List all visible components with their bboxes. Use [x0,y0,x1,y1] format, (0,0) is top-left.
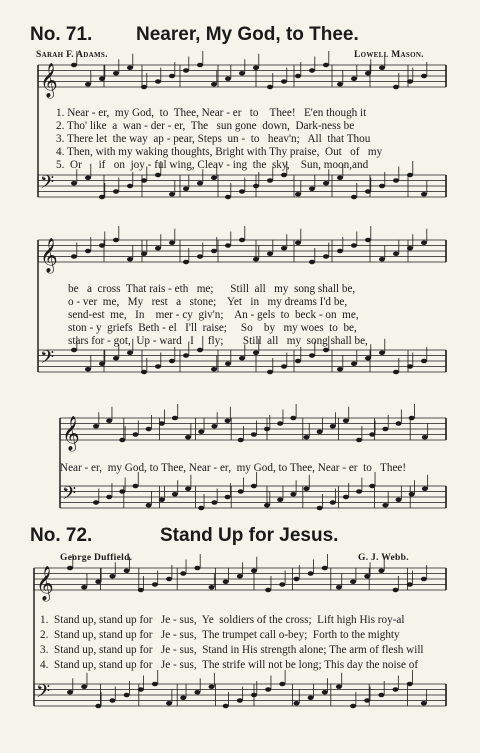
note-head [93,424,99,429]
note-head [407,173,413,178]
note-head [223,704,229,709]
note-head [113,71,119,76]
note-head [197,254,203,259]
note-head [152,582,158,587]
note-head [337,175,343,180]
note-head [277,497,283,502]
note-head [343,418,349,423]
note-head [337,367,343,372]
hymn-number: No. 72. [30,525,93,546]
note-head [356,489,362,494]
note-head [421,359,427,364]
treble-clef-icon: 𝄞 [40,238,58,273]
note-head [124,568,130,573]
note-head [378,693,384,698]
note-head [132,432,138,437]
note-head [251,484,257,489]
note-head [309,186,315,191]
note-head [209,684,215,689]
verse-line: 2. Tho' like a wan - der - er, The sun gone down, Dark-ness be [56,120,355,132]
note-head [351,361,357,366]
note-head [409,416,415,421]
note-head [393,85,399,90]
note-head [225,418,231,423]
verse-line: o - ver me, My rest a stone; Yet in my dreams I'd be, [68,296,348,308]
note-head [369,484,375,489]
note-head [155,364,161,369]
note-head [127,257,133,262]
author-credit: George Duffield. [60,553,133,563]
verse-line: 2. Stand up, stand up for Je - sus, The trumpet call o-bey; Forth to the mighty [40,629,400,641]
note-head [279,582,285,587]
note-head [251,568,257,573]
note-head [183,68,189,73]
note-head [223,579,229,584]
bass-clef-icon: 𝄢 [40,172,55,198]
verse-line: stars for - got, Up - ward I fly; Still all my song shall be, [68,335,368,347]
note-head [309,68,315,73]
note-head [113,356,119,361]
note-head [185,435,191,440]
note-head [393,251,399,256]
note-head [71,181,77,186]
note-head [396,421,402,426]
note-head [141,370,147,375]
note-head [393,178,399,183]
verse-line: ston - y griefs Beth - el I'll raise; So by my woes to be, [68,322,357,334]
note-head [119,489,125,494]
note-head [396,497,402,502]
note-head [106,495,112,500]
note-head [267,178,273,183]
verse-line: 5. Or if on joy - ful wing, Cleav - ing the sky, Sun, moon,and [56,159,369,171]
verse-line: 4. Stand up, stand up for Je - sus, The strife will not be long; This day the noise of [40,659,419,671]
note-head [351,76,357,81]
note-head [197,181,203,186]
note-head [209,585,215,590]
note-head [407,246,413,251]
note-head [295,359,301,364]
note-head [317,506,323,511]
note-head [225,361,231,366]
note-head [343,495,349,500]
note-head [365,356,371,361]
note-head [85,249,91,254]
composer-credit: G. J. Webb. [358,553,409,563]
note-head [293,577,299,582]
note-head [85,82,91,87]
note-head [172,416,178,421]
note-head [322,566,328,571]
note-head [309,260,315,265]
note-head [67,566,73,571]
note-head [308,695,314,700]
note-head [239,71,245,76]
note-head [152,682,158,687]
note-head [265,687,271,692]
note-head [183,186,189,191]
note-head [279,682,285,687]
note-head [225,76,231,81]
note-head [238,438,244,443]
note-head [393,588,399,593]
note-head [421,240,427,245]
note-head [99,195,105,200]
note-head [337,82,343,87]
note-head [253,257,259,262]
note-head [308,571,314,576]
note-head [251,432,257,437]
note-head [185,486,191,491]
note-head [166,701,172,706]
note-head [364,574,370,579]
note-head [422,486,428,491]
note-head [379,350,385,355]
note-head [127,65,133,70]
note-head [141,178,147,183]
note-head [421,577,427,582]
note-head [281,173,287,178]
note-head [172,492,178,497]
verse-line: 4. Then, with my waking thoughts, Bright with Thy praise, Out of my [56,146,383,158]
note-head [336,684,342,689]
note-head [109,574,115,579]
note-head [159,421,165,426]
note-head [85,367,91,372]
note-head [379,65,385,70]
note-head [267,85,273,90]
note-head [330,500,336,505]
note-head [99,243,105,248]
note-head [155,79,161,84]
note-head [85,175,91,180]
note-head [336,585,342,590]
note-head [198,506,204,511]
note-head [211,424,217,429]
note-head [293,701,299,706]
note-head [323,63,329,68]
note-head [337,249,343,254]
note-head [146,427,152,432]
note-head [323,181,329,186]
note-head [197,63,203,68]
note-head [183,353,189,358]
note-head [155,173,161,178]
note-head [267,251,273,256]
note-head [264,427,270,432]
note-head [109,698,115,703]
note-head [211,82,217,87]
note-head [113,238,119,243]
note-head [211,249,217,254]
note-head [71,63,77,68]
note-head [364,698,370,703]
note-head [124,693,130,698]
note-head [253,65,259,70]
note-head [409,492,415,497]
note-head [81,684,87,689]
note-head [407,582,413,587]
note-head [350,704,356,709]
verse-line: be a cross That rais - eth me; Still all my song shall be, [68,283,356,295]
note-head [281,246,287,251]
note-head [295,74,301,79]
note-head [237,698,243,703]
note-head [251,693,257,698]
note-head [99,361,105,366]
note-head [166,577,172,582]
note-head [356,438,362,443]
note-head [369,432,375,437]
author-credit: Sarah F. Adams. [36,50,108,60]
note-head [422,435,428,440]
hymn-number: No. 71. [30,24,93,45]
note-head [93,500,99,505]
note-head [198,429,204,434]
note-head [132,484,138,489]
note-head [264,503,270,508]
note-head [146,503,152,508]
note-head [169,359,175,364]
treble-clef-icon: 𝄞 [36,566,54,601]
note-head [309,353,315,358]
note-head [197,348,203,353]
note-head [211,500,217,505]
note-head [81,585,87,590]
note-head [138,687,144,692]
refrain-line: Near - er, my God, to Thee, Near - er, my God, to Thee, Near - er to Thee! [60,462,407,474]
note-head [365,238,371,243]
note-head [303,435,309,440]
note-head [265,588,271,593]
note-head [350,579,356,584]
note-head [290,492,296,497]
note-head [421,74,427,79]
note-head [277,421,283,426]
verse-line: 3. Stand up, stand up for Je - sus, Stand in His strength alone; The arm of flesh will [40,644,424,656]
note-head [239,189,245,194]
note-head [267,370,273,375]
note-head [99,76,105,81]
note-head [393,687,399,692]
note-head [253,350,259,355]
bass-clef-icon: 𝄢 [62,483,77,509]
note-head [322,690,328,695]
note-head [239,238,245,243]
note-head [407,682,413,687]
note-head [194,690,200,695]
note-head [295,192,301,197]
composer-credit: Lowell Mason. [354,50,424,60]
note-head [180,695,186,700]
note-head [407,79,413,84]
note-head [71,348,77,353]
note-head [211,367,217,372]
note-head [127,184,133,189]
treble-clef-icon: 𝄞 [62,416,80,451]
note-head [295,240,301,245]
note-head [378,568,384,573]
note-head [71,254,77,259]
bass-clef-icon: 𝄢 [36,681,51,707]
note-head [379,184,385,189]
note-head [127,350,133,355]
note-head [194,566,200,571]
note-head [169,192,175,197]
note-head [159,497,165,502]
note-head [141,85,147,90]
note-head [290,416,296,421]
note-head [323,348,329,353]
note-head [95,579,101,584]
note-head [155,246,161,251]
note-head [211,175,217,180]
note-head [67,690,73,695]
note-head [379,257,385,262]
note-head [138,588,144,593]
note-head [323,254,329,259]
note-head [237,574,243,579]
note-head [141,251,147,256]
note-head [225,195,231,200]
note-head [317,429,323,434]
hymn-title: Stand Up for Jesus. [160,525,339,546]
note-head [225,243,231,248]
note-head [351,195,357,200]
note-head [95,704,101,709]
verse-line: 1. Stand up, stand up for Je - sus, Ye soldiers of the cross; Lift high His roy-al [40,614,405,626]
note-head [281,364,287,369]
note-head [253,184,259,189]
note-head [365,71,371,76]
note-head [407,364,413,369]
verse-line: 3. There let the way ap - pear, Steps un - to heav'n; All that Thou [56,133,371,145]
note-head [119,438,125,443]
note-head [382,503,388,508]
verse-line: send-est me, In mer - cy giv'n; An - gels to beck - on me, [68,309,359,321]
note-head [382,427,388,432]
note-head [281,79,287,84]
verse-line: 1. Near - er, my God, to Thee, Near - er to Thee! E'en though it [56,107,367,119]
note-head [225,495,231,500]
note-head [330,424,336,429]
note-head [106,418,112,423]
hymn-title: Nearer, My God, to Thee. [136,24,359,45]
note-head [421,701,427,706]
note-head [169,74,175,79]
note-head [169,240,175,245]
note-head [393,370,399,375]
note-head [183,260,189,265]
note-head [239,356,245,361]
note-head [365,189,371,194]
bass-clef-icon: 𝄢 [40,347,55,373]
note-head [180,571,186,576]
note-head [238,489,244,494]
note-head [303,486,309,491]
treble-clef-icon: 𝄞 [40,63,58,98]
note-head [421,192,427,197]
note-head [351,243,357,248]
note-head [113,189,119,194]
